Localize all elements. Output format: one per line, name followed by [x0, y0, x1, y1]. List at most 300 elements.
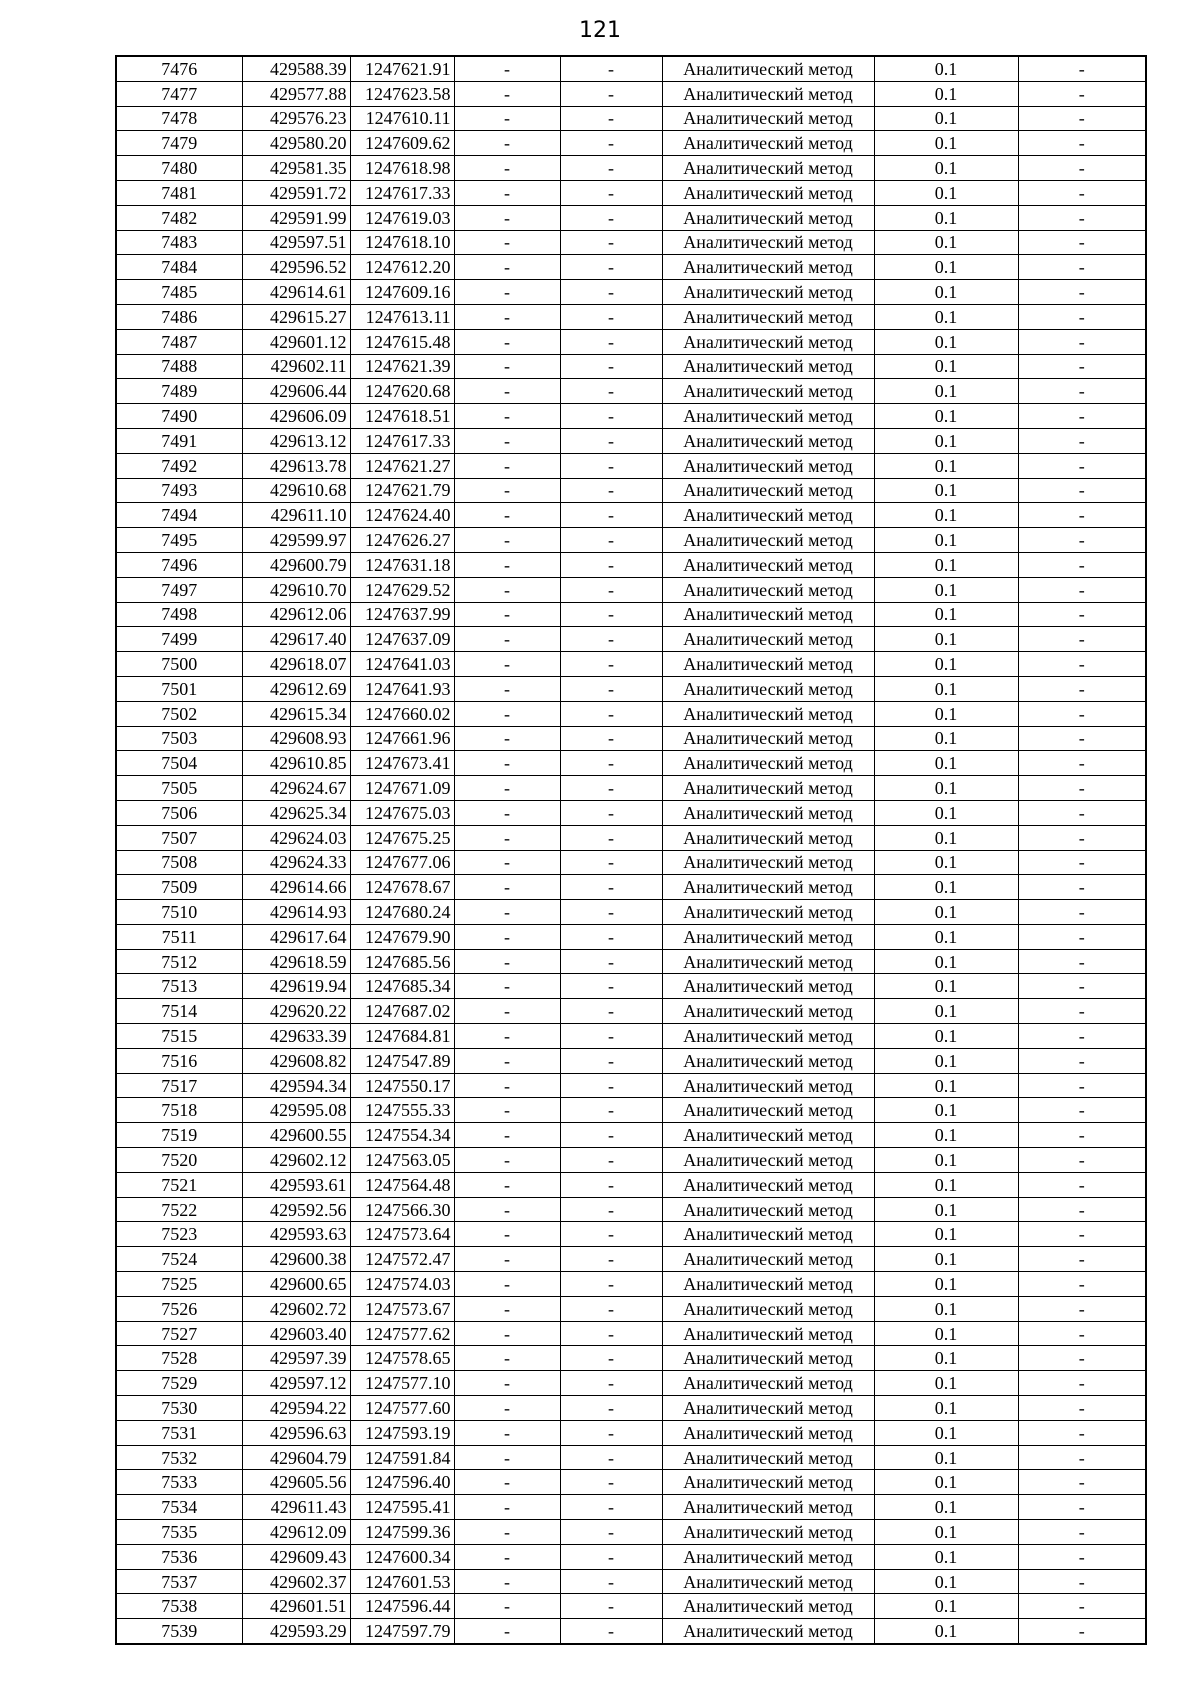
point-number-cell: 7485	[116, 280, 242, 305]
y-coordinate-cell: 1247685.56	[350, 949, 454, 974]
x-coordinate-cell: 429576.23	[242, 106, 350, 131]
y-coordinate-cell: 1247641.93	[350, 676, 454, 701]
dash-cell: -	[1018, 56, 1146, 81]
dash-cell: -	[454, 428, 560, 453]
y-coordinate-cell: 1247687.02	[350, 999, 454, 1024]
table-row	[116, 776, 1146, 801]
table-row	[116, 1148, 1146, 1173]
table-row	[116, 1470, 1146, 1495]
point-number-cell: 7519	[116, 1123, 242, 1148]
x-coordinate-cell: 429580.20	[242, 131, 350, 156]
dash-cell: -	[454, 627, 560, 652]
x-coordinate-cell: 429609.43	[242, 1544, 350, 1569]
dash-cell: -	[454, 1123, 560, 1148]
x-coordinate-cell: 429615.27	[242, 304, 350, 329]
dash-cell: -	[560, 875, 662, 900]
dash-cell: -	[1018, 751, 1146, 776]
dash-cell: -	[1018, 1520, 1146, 1545]
dash-cell: -	[560, 1222, 662, 1247]
dash-cell: -	[1018, 478, 1146, 503]
x-coordinate-cell: 429596.52	[242, 255, 350, 280]
x-coordinate-cell: 429610.85	[242, 751, 350, 776]
dash-cell: -	[1018, 1594, 1146, 1619]
x-coordinate-cell: 429594.22	[242, 1396, 350, 1421]
y-coordinate-cell: 1247615.48	[350, 329, 454, 354]
table-row	[116, 1544, 1146, 1569]
table-row	[116, 850, 1146, 875]
point-number-cell: 7505	[116, 776, 242, 801]
dash-cell: -	[454, 1222, 560, 1247]
point-number-cell: 7513	[116, 974, 242, 999]
table-row	[116, 676, 1146, 701]
dash-cell: -	[560, 676, 662, 701]
table-row	[116, 404, 1146, 429]
point-number-cell: 7527	[116, 1321, 242, 1346]
method-cell: Аналитический метод	[662, 1123, 874, 1148]
y-coordinate-cell: 1247566.30	[350, 1197, 454, 1222]
x-coordinate-cell: 429613.12	[242, 428, 350, 453]
x-coordinate-cell: 429588.39	[242, 56, 350, 81]
y-coordinate-cell: 1247577.60	[350, 1396, 454, 1421]
y-coordinate-cell: 1247660.02	[350, 701, 454, 726]
dash-cell: -	[1018, 255, 1146, 280]
method-cell: Аналитический метод	[662, 1073, 874, 1098]
point-number-cell: 7514	[116, 999, 242, 1024]
x-coordinate-cell: 429614.93	[242, 900, 350, 925]
method-cell: Аналитический метод	[662, 156, 874, 181]
point-number-cell: 7523	[116, 1222, 242, 1247]
dash-cell: -	[560, 404, 662, 429]
dash-cell: -	[560, 304, 662, 329]
point-number-cell: 7498	[116, 602, 242, 627]
point-number-cell: 7525	[116, 1272, 242, 1297]
dash-cell: -	[454, 850, 560, 875]
x-coordinate-cell: 429611.10	[242, 503, 350, 528]
table-row	[116, 528, 1146, 553]
dash-cell: -	[454, 751, 560, 776]
y-coordinate-cell: 1247613.11	[350, 304, 454, 329]
dash-cell: -	[560, 1520, 662, 1545]
x-coordinate-cell: 429592.56	[242, 1197, 350, 1222]
point-number-cell: 7476	[116, 56, 242, 81]
dash-cell: -	[454, 1098, 560, 1123]
y-coordinate-cell: 1247684.81	[350, 1024, 454, 1049]
dash-cell: -	[560, 230, 662, 255]
dash-cell: -	[454, 1544, 560, 1569]
y-coordinate-cell: 1247600.34	[350, 1544, 454, 1569]
point-number-cell: 7535	[116, 1520, 242, 1545]
table-row	[116, 1346, 1146, 1371]
y-coordinate-cell: 1247624.40	[350, 503, 454, 528]
point-number-cell: 7506	[116, 800, 242, 825]
y-coordinate-cell: 1247675.25	[350, 825, 454, 850]
table-row	[116, 280, 1146, 305]
table-row	[116, 1024, 1146, 1049]
method-cell: Аналитический метод	[662, 404, 874, 429]
accuracy-cell: 0.1	[874, 1420, 1018, 1445]
dash-cell: -	[560, 577, 662, 602]
table-row	[116, 552, 1146, 577]
point-number-cell: 7499	[116, 627, 242, 652]
y-coordinate-cell: 1247599.36	[350, 1520, 454, 1545]
dash-cell: -	[1018, 1495, 1146, 1520]
y-coordinate-cell: 1247621.27	[350, 453, 454, 478]
x-coordinate-cell: 429617.64	[242, 924, 350, 949]
point-number-cell: 7529	[116, 1371, 242, 1396]
y-coordinate-cell: 1247572.47	[350, 1247, 454, 1272]
accuracy-cell: 0.1	[874, 156, 1018, 181]
point-number-cell: 7539	[116, 1619, 242, 1644]
point-number-cell: 7533	[116, 1470, 242, 1495]
dash-cell: -	[1018, 726, 1146, 751]
dash-cell: -	[560, 354, 662, 379]
point-number-cell: 7522	[116, 1197, 242, 1222]
table-row	[116, 131, 1146, 156]
accuracy-cell: 0.1	[874, 974, 1018, 999]
x-coordinate-cell: 429596.63	[242, 1420, 350, 1445]
accuracy-cell: 0.1	[874, 205, 1018, 230]
point-number-cell: 7481	[116, 180, 242, 205]
table-row	[116, 354, 1146, 379]
point-number-cell: 7517	[116, 1073, 242, 1098]
dash-cell: -	[560, 900, 662, 925]
dash-cell: -	[560, 428, 662, 453]
dash-cell: -	[1018, 627, 1146, 652]
y-coordinate-cell: 1247685.34	[350, 974, 454, 999]
dash-cell: -	[1018, 974, 1146, 999]
accuracy-cell: 0.1	[874, 1346, 1018, 1371]
dash-cell: -	[1018, 1544, 1146, 1569]
y-coordinate-cell: 1247609.62	[350, 131, 454, 156]
dash-cell: -	[454, 1371, 560, 1396]
table-row	[116, 230, 1146, 255]
x-coordinate-cell: 429612.09	[242, 1520, 350, 1545]
accuracy-cell: 0.1	[874, 924, 1018, 949]
point-number-cell: 7538	[116, 1594, 242, 1619]
dash-cell: -	[454, 404, 560, 429]
table-row	[116, 1445, 1146, 1470]
x-coordinate-cell: 429610.68	[242, 478, 350, 503]
y-coordinate-cell: 1247641.03	[350, 652, 454, 677]
method-cell: Аналитический метод	[662, 552, 874, 577]
method-cell: Аналитический метод	[662, 850, 874, 875]
dash-cell: -	[1018, 1420, 1146, 1445]
x-coordinate-cell: 429591.72	[242, 180, 350, 205]
dash-cell: -	[454, 1396, 560, 1421]
x-coordinate-cell: 429606.44	[242, 379, 350, 404]
x-coordinate-cell: 429614.61	[242, 280, 350, 305]
point-number-cell: 7479	[116, 131, 242, 156]
x-coordinate-cell: 429593.61	[242, 1172, 350, 1197]
y-coordinate-cell: 1247595.41	[350, 1495, 454, 1520]
accuracy-cell: 0.1	[874, 1544, 1018, 1569]
method-cell: Аналитический метод	[662, 354, 874, 379]
method-cell: Аналитический метод	[662, 776, 874, 801]
accuracy-cell: 0.1	[874, 528, 1018, 553]
x-coordinate-cell: 429618.07	[242, 652, 350, 677]
accuracy-cell: 0.1	[874, 602, 1018, 627]
x-coordinate-cell: 429624.67	[242, 776, 350, 801]
dash-cell: -	[1018, 1321, 1146, 1346]
accuracy-cell: 0.1	[874, 1296, 1018, 1321]
dash-cell: -	[454, 949, 560, 974]
accuracy-cell: 0.1	[874, 1470, 1018, 1495]
table-row	[116, 1098, 1146, 1123]
dash-cell: -	[560, 503, 662, 528]
y-coordinate-cell: 1247617.33	[350, 180, 454, 205]
dash-cell: -	[560, 999, 662, 1024]
x-coordinate-cell: 429597.51	[242, 230, 350, 255]
x-coordinate-cell: 429605.56	[242, 1470, 350, 1495]
method-cell: Аналитический метод	[662, 1346, 874, 1371]
method-cell: Аналитический метод	[662, 1222, 874, 1247]
accuracy-cell: 0.1	[874, 503, 1018, 528]
dash-cell: -	[560, 180, 662, 205]
table-row	[116, 949, 1146, 974]
x-coordinate-cell: 429625.34	[242, 800, 350, 825]
dash-cell: -	[454, 280, 560, 305]
method-cell: Аналитический метод	[662, 577, 874, 602]
method-cell: Аналитический метод	[662, 1520, 874, 1545]
accuracy-cell: 0.1	[874, 180, 1018, 205]
dash-cell: -	[1018, 280, 1146, 305]
point-number-cell: 7502	[116, 701, 242, 726]
x-coordinate-cell: 429593.63	[242, 1222, 350, 1247]
dash-cell: -	[560, 776, 662, 801]
dash-cell: -	[1018, 404, 1146, 429]
method-cell: Аналитический метод	[662, 924, 874, 949]
dash-cell: -	[560, 131, 662, 156]
dash-cell: -	[560, 825, 662, 850]
table-row	[116, 453, 1146, 478]
dash-cell: -	[1018, 503, 1146, 528]
dash-cell: -	[1018, 1172, 1146, 1197]
x-coordinate-cell: 429618.59	[242, 949, 350, 974]
dash-cell: -	[454, 255, 560, 280]
accuracy-cell: 0.1	[874, 1073, 1018, 1098]
y-coordinate-cell: 1247573.64	[350, 1222, 454, 1247]
table-row	[116, 503, 1146, 528]
dash-cell: -	[560, 1197, 662, 1222]
dash-cell: -	[1018, 577, 1146, 602]
dash-cell: -	[1018, 1098, 1146, 1123]
method-cell: Аналитический метод	[662, 1321, 874, 1346]
y-coordinate-cell: 1247621.91	[350, 56, 454, 81]
dash-cell: -	[560, 379, 662, 404]
dash-cell: -	[454, 1495, 560, 1520]
dash-cell: -	[560, 1272, 662, 1297]
dash-cell: -	[1018, 776, 1146, 801]
table-row	[116, 800, 1146, 825]
table-row	[116, 1296, 1146, 1321]
accuracy-cell: 0.1	[874, 627, 1018, 652]
dash-cell: -	[560, 1569, 662, 1594]
dash-cell: -	[560, 106, 662, 131]
dash-cell: -	[454, 999, 560, 1024]
y-coordinate-cell: 1247679.90	[350, 924, 454, 949]
y-coordinate-cell: 1247678.67	[350, 875, 454, 900]
accuracy-cell: 0.1	[874, 56, 1018, 81]
accuracy-cell: 0.1	[874, 354, 1018, 379]
y-coordinate-cell: 1247547.89	[350, 1048, 454, 1073]
dash-cell: -	[454, 875, 560, 900]
dash-cell: -	[1018, 825, 1146, 850]
x-coordinate-cell: 429608.82	[242, 1048, 350, 1073]
dash-cell: -	[454, 205, 560, 230]
dash-cell: -	[1018, 205, 1146, 230]
dash-cell: -	[1018, 676, 1146, 701]
dash-cell: -	[1018, 1123, 1146, 1148]
dash-cell: -	[560, 156, 662, 181]
table-row	[116, 205, 1146, 230]
x-coordinate-cell: 429597.39	[242, 1346, 350, 1371]
point-number-cell: 7497	[116, 577, 242, 602]
method-cell: Аналитический метод	[662, 205, 874, 230]
table-row	[116, 478, 1146, 503]
table-row	[116, 1197, 1146, 1222]
point-number-cell: 7530	[116, 1396, 242, 1421]
method-cell: Аналитический метод	[662, 800, 874, 825]
point-number-cell: 7500	[116, 652, 242, 677]
dash-cell: -	[454, 652, 560, 677]
y-coordinate-cell: 1247675.03	[350, 800, 454, 825]
table-row	[116, 304, 1146, 329]
dash-cell: -	[454, 1594, 560, 1619]
dash-cell: -	[1018, 156, 1146, 181]
dash-cell: -	[454, 1520, 560, 1545]
method-cell: Аналитический метод	[662, 180, 874, 205]
dash-cell: -	[1018, 354, 1146, 379]
accuracy-cell: 0.1	[874, 1024, 1018, 1049]
y-coordinate-cell: 1247637.09	[350, 627, 454, 652]
method-cell: Аналитический метод	[662, 1098, 874, 1123]
x-coordinate-cell: 429604.79	[242, 1445, 350, 1470]
dash-cell: -	[454, 1073, 560, 1098]
dash-cell: -	[454, 180, 560, 205]
accuracy-cell: 0.1	[874, 850, 1018, 875]
x-coordinate-cell: 429602.12	[242, 1148, 350, 1173]
y-coordinate-cell: 1247631.18	[350, 552, 454, 577]
accuracy-cell: 0.1	[874, 1197, 1018, 1222]
x-coordinate-cell: 429595.08	[242, 1098, 350, 1123]
method-cell: Аналитический метод	[662, 825, 874, 850]
method-cell: Аналитический метод	[662, 1495, 874, 1520]
accuracy-cell: 0.1	[874, 776, 1018, 801]
table-row	[116, 1321, 1146, 1346]
y-coordinate-cell: 1247620.68	[350, 379, 454, 404]
point-number-cell: 7494	[116, 503, 242, 528]
x-coordinate-cell: 429591.99	[242, 205, 350, 230]
table-row	[116, 1569, 1146, 1594]
table-row	[116, 701, 1146, 726]
method-cell: Аналитический метод	[662, 304, 874, 329]
dash-cell: -	[454, 800, 560, 825]
accuracy-cell: 0.1	[874, 751, 1018, 776]
dash-cell: -	[560, 1495, 662, 1520]
dash-cell: -	[454, 726, 560, 751]
dash-cell: -	[560, 56, 662, 81]
accuracy-cell: 0.1	[874, 1594, 1018, 1619]
y-coordinate-cell: 1247577.10	[350, 1371, 454, 1396]
dash-cell: -	[1018, 1371, 1146, 1396]
accuracy-cell: 0.1	[874, 1272, 1018, 1297]
point-number-cell: 7504	[116, 751, 242, 776]
table-row	[116, 329, 1146, 354]
dash-cell: -	[560, 1396, 662, 1421]
dash-cell: -	[560, 1346, 662, 1371]
x-coordinate-cell: 429614.66	[242, 875, 350, 900]
dash-cell: -	[1018, 1445, 1146, 1470]
dash-cell: -	[454, 106, 560, 131]
table-row	[116, 1396, 1146, 1421]
dash-cell: -	[454, 230, 560, 255]
dash-cell: -	[560, 552, 662, 577]
point-number-cell: 7482	[116, 205, 242, 230]
accuracy-cell: 0.1	[874, 1123, 1018, 1148]
dash-cell: -	[454, 478, 560, 503]
dash-cell: -	[454, 1296, 560, 1321]
dash-cell: -	[454, 1024, 560, 1049]
accuracy-cell: 0.1	[874, 280, 1018, 305]
accuracy-cell: 0.1	[874, 1495, 1018, 1520]
dash-cell: -	[454, 354, 560, 379]
point-number-cell: 7526	[116, 1296, 242, 1321]
point-number-cell: 7487	[116, 329, 242, 354]
coordinates-table	[115, 55, 1147, 1645]
dash-cell: -	[560, 751, 662, 776]
method-cell: Аналитический метод	[662, 428, 874, 453]
dash-cell: -	[1018, 304, 1146, 329]
y-coordinate-cell: 1247555.33	[350, 1098, 454, 1123]
dash-cell: -	[454, 1346, 560, 1371]
dash-cell: -	[1018, 949, 1146, 974]
dash-cell: -	[1018, 652, 1146, 677]
table-row	[116, 924, 1146, 949]
table-row	[116, 56, 1146, 81]
y-coordinate-cell: 1247637.99	[350, 602, 454, 627]
method-cell: Аналитический метод	[662, 503, 874, 528]
table-row	[116, 726, 1146, 751]
dash-cell: -	[1018, 800, 1146, 825]
point-number-cell: 7489	[116, 379, 242, 404]
method-cell: Аналитический метод	[662, 255, 874, 280]
dash-cell: -	[1018, 180, 1146, 205]
dash-cell: -	[454, 602, 560, 627]
y-coordinate-cell: 1247574.03	[350, 1272, 454, 1297]
x-coordinate-cell: 429620.22	[242, 999, 350, 1024]
method-cell: Аналитический метод	[662, 1048, 874, 1073]
table-row	[116, 974, 1146, 999]
y-coordinate-cell: 1247621.79	[350, 478, 454, 503]
y-coordinate-cell: 1247677.06	[350, 850, 454, 875]
point-number-cell: 7496	[116, 552, 242, 577]
point-number-cell: 7516	[116, 1048, 242, 1073]
method-cell: Аналитический метод	[662, 280, 874, 305]
dash-cell: -	[1018, 453, 1146, 478]
accuracy-cell: 0.1	[874, 676, 1018, 701]
accuracy-cell: 0.1	[874, 652, 1018, 677]
y-coordinate-cell: 1247563.05	[350, 1148, 454, 1173]
y-coordinate-cell: 1247623.58	[350, 81, 454, 106]
point-number-cell: 7515	[116, 1024, 242, 1049]
dash-cell: -	[454, 701, 560, 726]
dash-cell: -	[560, 1544, 662, 1569]
dash-cell: -	[454, 304, 560, 329]
dash-cell: -	[560, 1172, 662, 1197]
accuracy-cell: 0.1	[874, 577, 1018, 602]
dash-cell: -	[560, 1420, 662, 1445]
dash-cell: -	[454, 974, 560, 999]
